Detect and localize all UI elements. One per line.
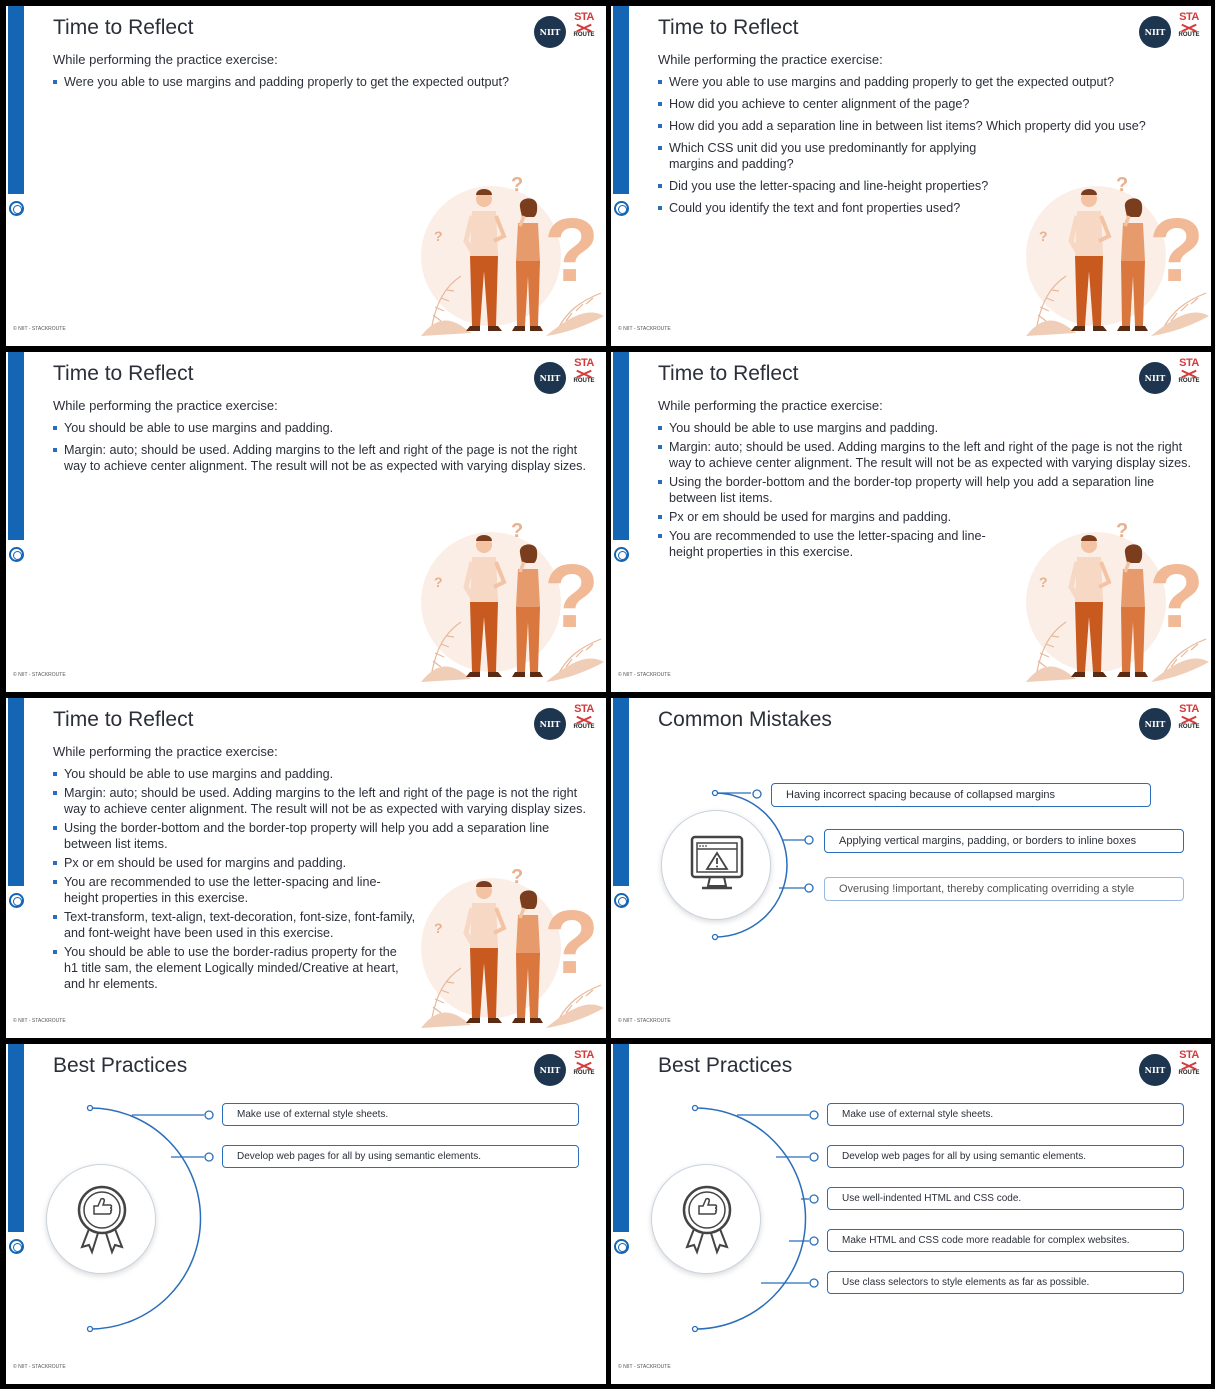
practice-item: Use class selectors to style elements as far as possible. [827, 1271, 1184, 1294]
slide-reflect-1[interactable] [6, 6, 606, 346]
list-item: Were you able to use margins and padding properly to get the expected output? [53, 74, 509, 90]
intro-text: While performing the practice exercise: [53, 52, 278, 67]
list-item: Using the border-bottom and the border-top property will help you add a separation line between list items. [53, 820, 593, 852]
thumbs-up-award-icon [47, 1165, 157, 1275]
footer-copyright: © NIIT - STACKROUTE [618, 672, 671, 678]
slide-title: Time to Reflect [658, 362, 799, 385]
nav-circle-icon[interactable] [614, 547, 629, 562]
mistake-item: Overusing !important, thereby complicating overriding a style [824, 877, 1184, 901]
thumbs-up-award-icon [652, 1165, 762, 1275]
slide-common-mistakes[interactable] [611, 698, 1211, 1038]
niit-logo: NIIT [534, 1054, 566, 1086]
nav-circle-icon[interactable] [614, 201, 629, 216]
slide-title: Time to Reflect [658, 16, 799, 39]
stackroute-logo: STA ROUTE [573, 11, 595, 38]
svg-text:?: ? [544, 893, 599, 993]
mistake-item: Having incorrect spacing because of collapsed margins [771, 783, 1151, 807]
svg-text:?: ? [434, 574, 443, 590]
list-item: You should be able to use margins and padding. [658, 420, 1198, 436]
list-item: Which CSS unit did you use predominantly for applying margins and padding? [658, 140, 1003, 172]
footer-copyright: © NIIT - STACKROUTE [618, 1018, 671, 1024]
stackroute-logo: STA ROUTE [1178, 11, 1200, 38]
list-item: How did you add a separation line in between list items? Which property did you use? [658, 118, 1146, 134]
svg-text:?: ? [544, 201, 599, 301]
footer-copyright: © NIIT - STACKROUTE [618, 326, 671, 332]
slide-title: Time to Reflect [53, 362, 194, 385]
niit-logo: NIIT [1139, 16, 1171, 48]
thinking-people-illustration [416, 507, 606, 687]
list-item: You should be able to use the border-radius property for the h1 title sam, the element Logically minded/Creative at heart, and hr elements. [53, 944, 413, 992]
slide-best-practices-2[interactable] [611, 1044, 1211, 1384]
side-accent-bar [8, 352, 24, 540]
slide-reflect-2[interactable] [611, 6, 1211, 346]
list-item: Margin: auto; should be used. Adding margins to the left and right of the page is not the right way to achieve center alignment. The result will not be as expected with varying display sizes. [53, 785, 593, 817]
list-item: Margin: auto; should be used. Adding margins to the left and right of the page is not the right way to achieve center alignment. The result will not be as expected with varying display sizes. [658, 439, 1198, 471]
svg-text:?: ? [1149, 201, 1204, 301]
list-item: You should be able to use margins and padding. [53, 766, 593, 782]
question-list [53, 74, 509, 96]
svg-text:?: ? [434, 920, 443, 936]
list-item: Px or em should be used for margins and padding. [53, 855, 593, 871]
side-accent-bar [8, 698, 24, 886]
slide-title: Best Practices [53, 1054, 188, 1077]
svg-text:?: ? [1116, 520, 1129, 542]
slide-title: Common Mistakes [658, 708, 832, 731]
practice-item: Make use of external style sheets. [222, 1103, 579, 1126]
svg-text:?: ? [511, 520, 524, 542]
footer-copyright: © NIIT - STACKROUTE [13, 1364, 66, 1370]
svg-text:?: ? [511, 866, 524, 888]
svg-text:?: ? [511, 174, 524, 196]
nav-circle-icon[interactable] [9, 201, 24, 216]
answer-list [53, 420, 593, 480]
practice-item: Develop web pages for all by using semantic elements. [222, 1145, 579, 1168]
list-item: How did you achieve to center alignment of the page? [658, 96, 1146, 112]
practice-item: Make HTML and CSS code more readable for complex websites. [827, 1229, 1184, 1252]
practice-item: Develop web pages for all by using semantic elements. [827, 1145, 1184, 1168]
slide-best-practices-1[interactable] [6, 1044, 606, 1384]
slide-reflect-5[interactable] [6, 698, 606, 1038]
list-item: You are recommended to use the letter-spacing and line-height properties in this exercise. [53, 874, 383, 906]
niit-logo: NIIT [534, 16, 566, 48]
footer-copyright: © NIIT - STACKROUTE [13, 326, 66, 332]
stackroute-logo: STA ROUTE [1178, 1049, 1200, 1076]
warning-monitor-hub [661, 810, 771, 920]
list-item: You are recommended to use the letter-spacing and line-height properties in this exercise. [658, 528, 988, 560]
stackroute-logo: STA ROUTE [573, 1049, 595, 1076]
stackroute-logo: STA ROUTE [1178, 703, 1200, 730]
slide-title: Time to Reflect [53, 708, 194, 731]
side-accent-bar [613, 6, 629, 194]
warning-monitor-icon [662, 811, 772, 921]
footer-copyright: © NIIT - STACKROUTE [618, 1364, 671, 1370]
slide-reflect-4[interactable] [611, 352, 1211, 692]
niit-logo: NIIT [534, 362, 566, 394]
svg-text:?: ? [1116, 174, 1129, 196]
intro-text: While performing the practice exercise: [658, 398, 883, 413]
svg-text:?: ? [544, 547, 599, 647]
svg-text:?: ? [434, 228, 443, 244]
list-item: You should be able to use margins and padding. [53, 420, 593, 436]
nav-circle-icon[interactable] [9, 893, 24, 908]
footer-copyright: © NIIT - STACKROUTE [13, 1018, 66, 1024]
thinking-people-illustration [416, 161, 606, 341]
list-item: Did you use the letter-spacing and line-height properties? [658, 178, 1146, 194]
side-accent-bar [8, 6, 24, 194]
niit-logo: NIIT [534, 708, 566, 740]
footer-copyright: © NIIT - STACKROUTE [13, 672, 66, 678]
award-hub [651, 1164, 761, 1274]
mistake-item: Applying vertical margins, padding, or borders to inline boxes [824, 829, 1184, 853]
list-item: Using the border-bottom and the border-top property will help you add a separation line between list items. [658, 474, 1198, 506]
intro-text: While performing the practice exercise: [53, 398, 278, 413]
list-item: Px or em should be used for margins and padding. [658, 509, 1198, 525]
answer-list [658, 420, 1198, 563]
svg-text:?: ? [1039, 574, 1048, 590]
list-item: Margin: auto; should be used. Adding margins to the left and right of the page is not the right way to achieve center alignment. The result will not be as expected with varying display sizes. [53, 442, 593, 474]
slide-reflect-3[interactable] [6, 352, 606, 692]
stackroute-logo: STA ROUTE [573, 357, 595, 384]
list-item: Were you able to use margins and padding properly to get the expected output? [658, 74, 1146, 90]
intro-text: While performing the practice exercise: [53, 744, 278, 759]
list-item: Could you identify the text and font properties used? [658, 200, 1146, 216]
side-accent-bar [613, 352, 629, 540]
answer-list [53, 766, 593, 995]
svg-text:?: ? [1039, 228, 1048, 244]
stackroute-logo: STA ROUTE [1178, 357, 1200, 384]
niit-logo: NIIT [1139, 1054, 1171, 1086]
niit-logo: NIIT [1139, 708, 1171, 740]
svg-text:?: ? [1149, 547, 1204, 647]
stackroute-logo: STA ROUTE [573, 703, 595, 730]
practice-item: Make use of external style sheets. [827, 1103, 1184, 1126]
niit-logo: NIIT [1139, 362, 1171, 394]
award-hub [46, 1164, 156, 1274]
intro-text: While performing the practice exercise: [658, 52, 883, 67]
list-item: Text-transform, text-align, text-decoration, font-size, font-family, and font-weight have been used in this exercise. [53, 909, 423, 941]
thinking-people-illustration [1021, 161, 1211, 341]
nav-circle-icon[interactable] [9, 547, 24, 562]
slide-title: Best Practices [658, 1054, 793, 1077]
practice-item: Use well-indented HTML and CSS code. [827, 1187, 1184, 1210]
slide-title: Time to Reflect [53, 16, 194, 39]
